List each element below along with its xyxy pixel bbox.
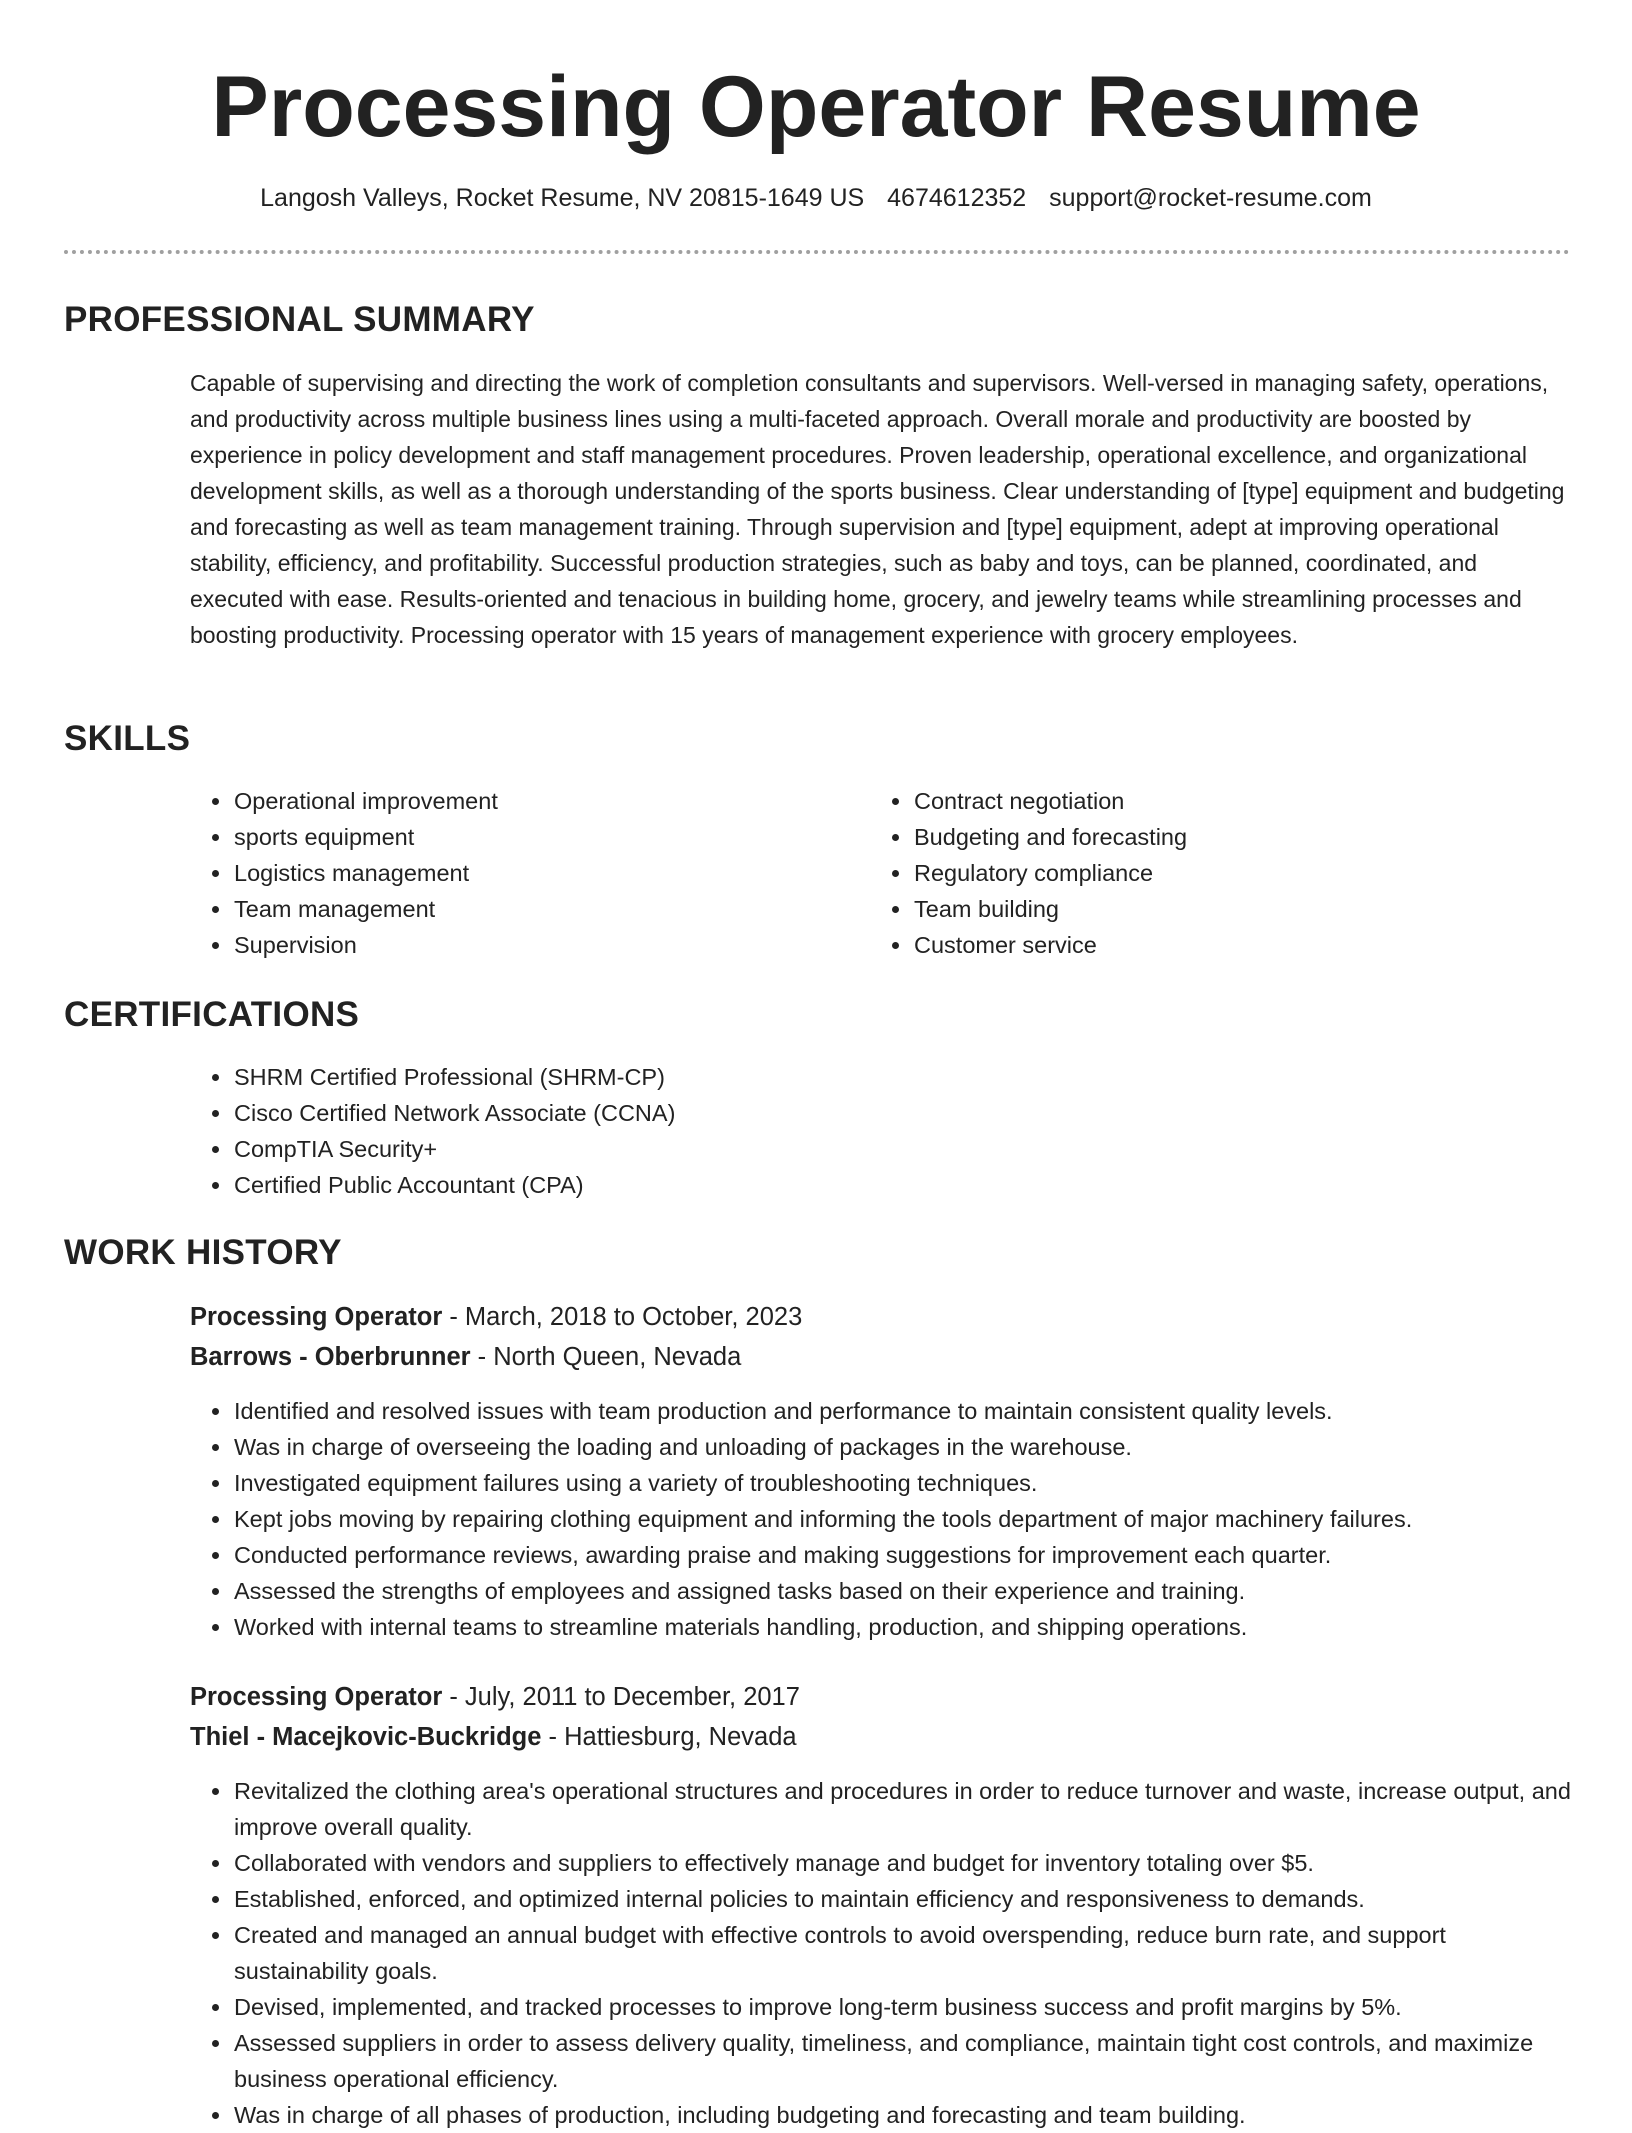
job-duties-list	[190, 1393, 1603, 1645]
header-divider	[64, 250, 1570, 254]
job-title-line	[190, 1299, 802, 1335]
certifications-list	[190, 1059, 1533, 1203]
job-title-line	[190, 1679, 800, 1715]
summary-heading: PROFESSIONAL SUMMARY	[64, 300, 535, 339]
certifications-heading: CERTIFICATIONS	[64, 995, 360, 1034]
list-item: • Assessed the strengths of employees and assigned tasks based on their experience and training.	[233, 1573, 1603, 1609]
list-item: • Team management	[233, 891, 853, 927]
list-item: • Revitalized the clothing area's operational structures and procedures in order to reduce turnover and waste, increase output, and improve overall quality.	[233, 1773, 1578, 1845]
contact-email: support@rocket-resume.com	[1049, 184, 1372, 212]
list-item: • Identified and resolved issues with team production and performance to maintain consistent quality levels.	[233, 1393, 1603, 1429]
job-dates: - July, 2011 to December, 2017	[442, 1683, 800, 1711]
list-item: • Customer service	[913, 927, 1573, 963]
list-item: • Regulatory compliance	[913, 855, 1573, 891]
list-item: • Logistics management	[233, 855, 853, 891]
contact-phone: 4674612352	[887, 184, 1027, 212]
skills-list-left	[190, 783, 853, 963]
list-item: • Team building	[913, 891, 1573, 927]
list-item: • Operational improvement	[233, 783, 853, 819]
list-item: • Established, enforced, and optimized internal policies to maintain efficiency and responsiveness to demands.	[233, 1881, 1578, 1917]
list-item: • Was in charge of all phases of production, including budgeting and forecasting and team building.	[233, 2097, 1578, 2133]
job-company: Thiel - Macejkovic-Buckridge	[190, 1723, 542, 1751]
summary-text: Capable of supervising and directing the work of completion consultants and supervisors. Well-versed in managing safety, operations, and productivity across multiple business lines using a multi-faceted approach. Overall morale and productivity are boosted by experience in policy development and staff management procedures. Proven leadership, operational excellence, and organizational development skills, as well as a thorough understanding of the sports business. Clear understanding of [type] equipment and budgeting and forecasting as well as team management training. Through supervision and [type] equipment, adept at improving operational stability, efficiency, and profitability. Successful production strategies, such as baby and toys, can be planned, coordinated, and executed with ease. Results-oriented and tenacious in building home, grocery, and jewelry teams while streamlining processes and boosting productivity. Processing operator with 15 years of management experience with grocery employees.	[190, 370, 1565, 648]
list-item: • Investigated equipment failures using a variety of troubleshooting techniques.	[233, 1465, 1603, 1501]
list-item: • Contract negotiation	[913, 783, 1573, 819]
job-title: Processing Operator	[190, 1683, 443, 1711]
job-company-line	[190, 1339, 741, 1375]
list-item: • Was in charge of overseeing the loading and unloading of packages in the warehouse.	[233, 1429, 1603, 1465]
list-item: • Conducted performance reviews, awarding praise and making suggestions for improvement each quarter.	[233, 1537, 1603, 1573]
job-dates: - March, 2018 to October, 2023	[442, 1303, 803, 1331]
skills-list-right	[870, 783, 1573, 963]
list-item: • SHRM Certified Professional (SHRM-CP)	[233, 1059, 1533, 1095]
skills-heading: SKILLS	[64, 719, 191, 758]
list-item: • Supervision	[233, 927, 853, 963]
contact-line	[0, 180, 1632, 216]
job-company: Barrows - Oberbrunner	[190, 1343, 471, 1371]
list-item: • Devised, implemented, and tracked processes to improve long-term business success and profit margins by 5%.	[233, 1989, 1578, 2025]
list-item: • Certified Public Accountant (CPA)	[233, 1167, 1533, 1203]
job-location: - Hattiesburg, Nevada	[541, 1723, 797, 1751]
list-item: • Created and managed an annual budget with effective controls to avoid overspending, reduce burn rate, and support sustainability goals.	[233, 1917, 1578, 1989]
list-item: • Worked with internal teams to streamline materials handling, production, and shipping operations.	[233, 1609, 1603, 1645]
list-item: • Budgeting and forecasting	[913, 819, 1573, 855]
job-company-line	[190, 1719, 797, 1755]
list-item: • Assessed suppliers in order to assess delivery quality, timeliness, and compliance, maintain tight cost controls, and maximize business operational efficiency.	[233, 2025, 1578, 2097]
job-title: Processing Operator	[190, 1303, 443, 1331]
work-history-heading: WORK HISTORY	[64, 1233, 342, 1272]
list-item: • Cisco Certified Network Associate (CCNA)	[233, 1095, 1533, 1131]
page-title: Processing Operator Resume	[211, 59, 1421, 155]
job-location: - North Queen, Nevada	[470, 1343, 742, 1371]
list-item: • CompTIA Security+	[233, 1131, 1533, 1167]
list-item: • Kept jobs moving by repairing clothing equipment and informing the tools department of major machinery failures.	[233, 1501, 1603, 1537]
list-item: • Collaborated with vendors and suppliers to effectively manage and budget for inventory totaling over $5.	[233, 1845, 1578, 1881]
list-item: • sports equipment	[233, 819, 853, 855]
contact-address: Langosh Valleys, Rocket Resume, NV 20815-1649 US	[260, 184, 865, 212]
job-duties-list	[190, 1773, 1578, 2133]
